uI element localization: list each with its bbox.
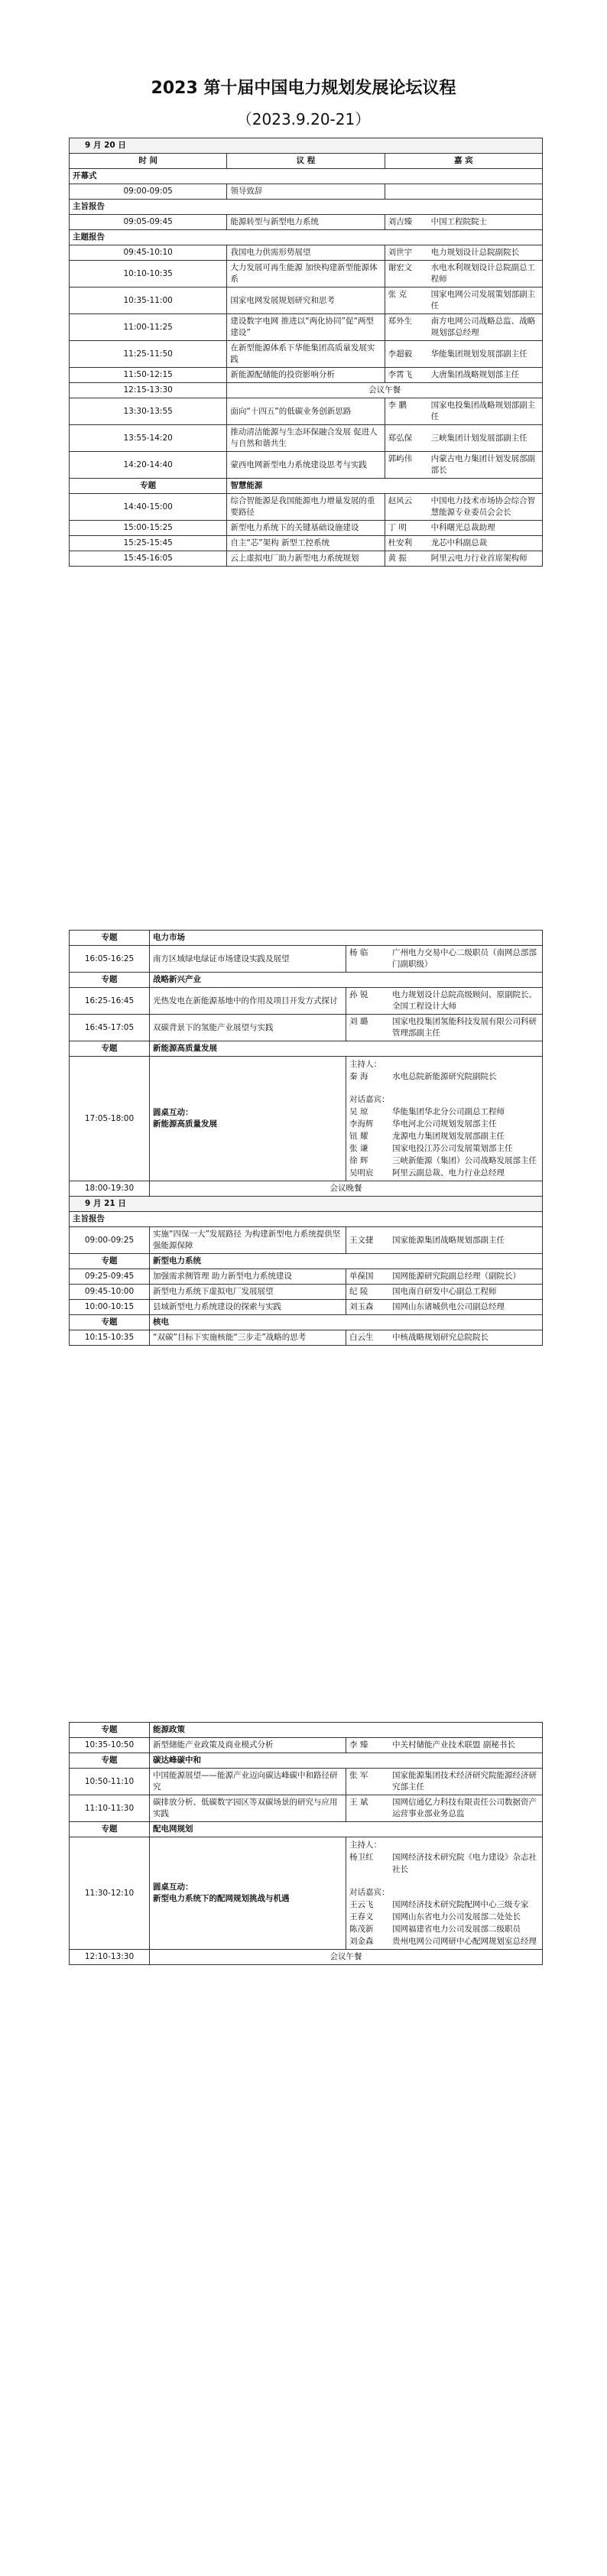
section-label: 开幕式	[70, 169, 543, 184]
speaker-affiliation: 大唐集团战略规划部主任	[430, 370, 520, 379]
speaker-name: 单葆国	[349, 1272, 374, 1281]
speaker-affiliation: 水电水利规划设计总院副总工程师	[430, 263, 536, 284]
speaker-affiliation: 阿里云电力行业首席架构师	[430, 554, 527, 563]
speaker-name: 郑弘保	[388, 433, 413, 443]
speaker-affiliation: 中国工程院院士	[430, 217, 488, 226]
section-label: 专题	[70, 1753, 150, 1769]
section-header	[70, 1212, 543, 1227]
time-cell: 15:25-15:45	[70, 536, 227, 551]
agenda-row	[70, 946, 543, 973]
section-label: 专题	[70, 973, 150, 988]
topic-section-header	[70, 1723, 543, 1738]
speaker-affiliation: 电力规划设计总院副院长	[430, 248, 520, 257]
agenda-row	[70, 494, 543, 521]
topic-cell: 大力发展可再生能源 加快构建新型能源体系	[227, 261, 385, 287]
time-cell: 09:00-09:05	[70, 184, 227, 200]
time-cell: 09:05-09:45	[70, 215, 227, 230]
section-label: 专题	[70, 479, 227, 494]
speaker-name: 刘玉森	[349, 1302, 374, 1311]
time-cell: 11:50-12:15	[70, 368, 227, 383]
topic-cell: 在新型能源体系下华能集团高质量发展实践	[227, 341, 385, 368]
roundtable-label: 圆桌互动：	[153, 1882, 193, 1892]
agenda-row	[70, 521, 543, 536]
guest-cell	[385, 494, 542, 521]
time-cell: 10:00-10:15	[70, 1300, 150, 1315]
agenda-row	[70, 1738, 543, 1753]
speaker	[349, 1106, 539, 1118]
speaker-affiliation: 广州电力交易中心二级职员（南网总部部门副职级）	[392, 948, 537, 969]
guest-cell	[346, 1015, 543, 1041]
speaker-name: 刘金森	[349, 1937, 374, 1946]
speaker-affiliation: 国网信通亿力科技有限责任公司数据资产运营事业部业务总监	[392, 1798, 537, 1818]
agenda-row	[70, 425, 543, 452]
section-label: 主旨报告	[70, 1212, 543, 1227]
speaker-affiliation: 内蒙古电力集团计划发展部副部长	[430, 454, 536, 475]
speaker-name: 秦 海	[349, 1072, 368, 1081]
topic-cell: 碳排放分析、低碳数字园区等双碳场景的研究与应用实践	[150, 1795, 346, 1822]
speaker-name: 纪 陵	[349, 1287, 368, 1296]
agenda-row	[70, 398, 543, 425]
time-cell: 13:55-14:20	[70, 425, 227, 452]
time-cell: 16:25-16:45	[70, 988, 150, 1015]
speaker-name: 黄 振	[388, 554, 407, 563]
agenda-row	[70, 215, 543, 230]
speaker-name: 钮 耀	[349, 1132, 368, 1141]
guest-cell	[385, 521, 542, 536]
agenda-row	[70, 1015, 543, 1041]
speaker-affiliation: 龙源电力集团规划发展部副主任	[392, 1132, 505, 1141]
time-cell: 12:15-13:30	[70, 383, 227, 398]
agenda-row	[70, 184, 543, 200]
section-header	[70, 169, 543, 184]
roundtable-row	[70, 1057, 543, 1181]
speaker	[349, 1118, 539, 1130]
day-header	[70, 1197, 543, 1212]
roundtable-participants	[346, 1837, 543, 1950]
guest-cell	[385, 368, 542, 383]
speaker-name: 王春义	[349, 1912, 374, 1921]
speaker	[349, 1271, 539, 1282]
speaker-name: 杨卫红	[349, 1853, 374, 1862]
guest-cell	[346, 988, 543, 1015]
guest-cell	[385, 425, 542, 452]
speaker-name: 张 克	[388, 290, 407, 299]
topic-cell: 新型电力系统下虚拟电厂发展展望	[150, 1285, 346, 1300]
section-name: 核电	[150, 1315, 543, 1330]
speaker	[388, 369, 539, 381]
speaker	[388, 495, 539, 518]
topic-cell: 县域新型电力系统建设的探索与实践	[150, 1300, 346, 1315]
speaker-name: 丁 明	[388, 523, 407, 532]
time-cell: 13:30-13:55	[70, 398, 227, 425]
agenda-row	[70, 341, 543, 368]
speaker	[349, 1167, 539, 1179]
speaker-name: 吴明宸	[349, 1168, 374, 1178]
section-name: 新型电力系统	[150, 1254, 543, 1269]
time-cell: 14:40-15:00	[70, 494, 227, 521]
time-cell: 09:25-09:45	[70, 1269, 150, 1285]
speaker	[388, 289, 539, 312]
day-header	[70, 138, 543, 154]
topic-cell: 加强需求侧管理 助力新型电力系统建设	[150, 1269, 346, 1285]
section-name: 新能源高质量发展	[150, 1041, 543, 1057]
meal-row	[70, 1181, 543, 1197]
topic-cell: 建设数字电网 推进以“两化协同”促“两型建设”	[227, 314, 385, 341]
spacer	[349, 1083, 539, 1093]
section-name: 电力市场	[150, 931, 543, 946]
speaker-name: 李海辉	[349, 1119, 374, 1129]
meal-label: 会议晚餐	[150, 1181, 543, 1197]
speaker	[388, 262, 539, 285]
section-label: 专题	[70, 1822, 150, 1837]
section-label: 专题	[70, 1254, 150, 1269]
speaker	[349, 1935, 539, 1947]
topic-cell: 推动清洁能源与生态环保融合发展 促进人与自然和谐共生	[227, 425, 385, 452]
topic-cell: 云上虚拟电厂助力新型电力系统规划	[227, 551, 385, 567]
agenda-row	[70, 1227, 543, 1254]
speaker-name: 白云生	[349, 1333, 374, 1342]
speaker-affiliation: 国网经济技术研究院《电力建设》杂志社社长	[392, 1853, 537, 1874]
guest-cell	[346, 1285, 543, 1300]
time-cell: 10:35-11:00	[70, 287, 227, 314]
guest-cell	[385, 287, 542, 314]
agenda-row	[70, 536, 543, 551]
topic-section-header	[70, 1822, 543, 1837]
topic-section-header	[70, 1041, 543, 1057]
guest-cell	[346, 1269, 543, 1285]
speaker	[349, 1130, 539, 1142]
speaker-affiliation: 国电南自研发中心副总工程师	[392, 1287, 497, 1296]
speaker	[388, 400, 539, 423]
guests-label: 对话嘉宾：	[349, 1888, 390, 1897]
topic-cell: 实施“四保一大”发展路径 为构建新型电力系统提供坚强能源保障	[150, 1227, 346, 1254]
speaker	[349, 1235, 539, 1246]
time-cell: 17:05-18:00	[70, 1057, 150, 1181]
speaker-name: 谢宏文	[388, 263, 413, 272]
speaker	[349, 1301, 539, 1313]
time-cell: 16:45-17:05	[70, 1015, 150, 1041]
speaker-name: 刘世宇	[388, 248, 413, 257]
speaker	[349, 1155, 539, 1167]
time-cell: 18:00-19:30	[70, 1181, 150, 1197]
section-name: 战略新兴产业	[150, 973, 543, 988]
speaker-name: 孙 锐	[349, 990, 368, 999]
agenda-row	[70, 368, 543, 383]
speaker-name: 张 军	[349, 1771, 368, 1780]
roundtable-participants	[346, 1057, 543, 1181]
speaker-name: 徐 辉	[349, 1156, 368, 1165]
agenda-row	[70, 1285, 543, 1300]
speaker	[349, 947, 539, 970]
guest-cell	[385, 341, 542, 368]
speaker-affiliation: 国网福建省电力公司发展部二级职员	[392, 1925, 521, 1934]
topic-cell: 综合智能源是我国能源电力增量发展的重要路径	[227, 494, 385, 521]
speaker-affiliation: 三峡新能源（集团）公司战略发展部主任	[392, 1156, 537, 1165]
topic-cell: 自主“芯”架构 新型工控系统	[227, 536, 385, 551]
topic-cell: 蒙西电网新型电力系统建设思考与实践	[227, 452, 385, 479]
agenda-row	[70, 261, 543, 287]
speaker	[349, 1016, 539, 1039]
speaker-affiliation: 国家电网公司发展策划部副主任	[430, 290, 536, 310]
agenda-row	[70, 245, 543, 261]
time-cell: 09:00-09:25	[70, 1227, 150, 1254]
speaker-affiliation: 华能集团规划发展部副主任	[430, 349, 527, 359]
roundtable-subject: 新型电力系统下的配网规划挑战与机遇	[153, 1894, 290, 1903]
speaker	[388, 433, 539, 444]
speaker	[388, 453, 539, 476]
time-cell: 10:35-10:50	[70, 1738, 150, 1753]
section-label: 专题	[70, 1315, 150, 1330]
section-name: 智慧能源	[227, 479, 543, 494]
speaker-affiliation: 中科曙光总裁助理	[430, 523, 495, 532]
section-label: 主旨报告	[70, 200, 543, 215]
meal-row	[70, 1950, 543, 1965]
speaker-affiliation: 阿里云副总裁、电力行业总经理	[392, 1168, 505, 1178]
speaker-affiliation: 三峡集团计划发展部副主任	[430, 433, 527, 443]
time-cell: 16:05-16:25	[70, 946, 150, 973]
time-cell: 15:00-15:25	[70, 521, 227, 536]
meal-label: 会议午餐	[227, 383, 543, 398]
topic-section-header	[70, 1254, 543, 1269]
speaker	[388, 522, 539, 534]
topic-cell: 能源转型与新型电力系统	[227, 215, 385, 230]
time-cell: 11:25-11:50	[70, 341, 227, 368]
speaker-affiliation: 贵州电网公司网研中心配网规划室总经理	[392, 1937, 537, 1946]
topic-cell: “双碳”目标下实施核能“三步走”战略的思考	[150, 1330, 346, 1346]
topic-cell: 光热发电在新能源基地中的作用及项目开发方式探讨	[150, 988, 346, 1015]
header-topic: 议 程	[227, 154, 385, 169]
agenda-row	[70, 1330, 543, 1346]
speaker	[388, 538, 539, 549]
speaker-affiliation: 国家能源集团战略规划部副主任	[392, 1235, 505, 1245]
roundtable-subject: 新能源高质量发展	[153, 1119, 217, 1129]
time-cell: 12:10-13:30	[70, 1950, 150, 1965]
speaker	[388, 316, 539, 339]
section-header	[70, 230, 543, 245]
speaker	[388, 349, 539, 360]
speaker	[388, 247, 539, 258]
topic-section-header	[70, 973, 543, 988]
speaker-name: 赵风云	[388, 496, 413, 505]
speaker-name: 李 鹏	[388, 401, 407, 410]
speaker-name: 李超毅	[388, 349, 413, 359]
header-time: 时 间	[70, 154, 227, 169]
speaker-affiliation: 华电河北公司规划发展部主任	[392, 1119, 497, 1129]
speaker-affiliation: 南方电网公司战略总监、战略规划部总经理	[430, 317, 536, 337]
host-label: 主持人：	[349, 1840, 381, 1850]
speaker-affiliation: 国家电投集团氢能科技发展有限公司科研管理部副主任	[392, 1017, 537, 1038]
agenda-row	[70, 452, 543, 479]
speaker	[349, 1142, 539, 1155]
speaker-name: 王云飞	[349, 1900, 374, 1909]
roundtable-row	[70, 1837, 543, 1950]
speaker-affiliation: 中核战略规划研究总院院长	[392, 1333, 489, 1342]
agenda-row	[70, 314, 543, 341]
speaker	[349, 1899, 539, 1911]
speaker-affiliation: 国家电投集团战略规划部副主任	[430, 401, 536, 421]
guest-cell	[385, 215, 542, 230]
guest-cell	[346, 1738, 543, 1753]
time-cell: 09:45-10:10	[70, 245, 227, 261]
speaker-name: 郭屿伟	[388, 454, 413, 463]
speaker-affiliation: 龙芯中科副总裁	[430, 538, 488, 547]
day-label: 9 月 21 日	[70, 1197, 543, 1212]
topic-section-header	[70, 931, 543, 946]
host-label: 主持人：	[349, 1060, 381, 1069]
section-name: 碳达峰碳中和	[150, 1753, 543, 1769]
guest-cell	[346, 1795, 543, 1822]
roundtable-topic	[150, 1837, 346, 1950]
speaker	[349, 1797, 539, 1820]
topic-cell: 双碳背景下的氢能产业展望与实践	[150, 1015, 346, 1041]
time-cell: 14:20-14:40	[70, 452, 227, 479]
speaker-affiliation: 国网山东诸城供电公司副总经理	[392, 1302, 505, 1311]
agenda-row	[70, 988, 543, 1015]
guest-cell	[385, 452, 542, 479]
time-cell: 15:45-16:05	[70, 551, 227, 567]
speaker-name: 杨 临	[349, 948, 368, 957]
page-subtitle: （2023.9.20-21）	[236, 110, 371, 128]
section-label: 专题	[70, 1041, 150, 1057]
speaker	[388, 216, 539, 228]
roundtable-topic	[150, 1057, 346, 1181]
guest-cell	[385, 314, 542, 341]
guest-cell	[385, 184, 542, 200]
speaker	[349, 1923, 539, 1935]
page-title: 2023 第十届中国电力规划发展论坛议程	[151, 79, 456, 98]
guest-cell	[346, 1769, 543, 1795]
guest-cell	[346, 1300, 543, 1315]
schedule-table-page-1	[69, 138, 543, 567]
speaker-name: 刘 璐	[349, 1017, 368, 1026]
spacer	[349, 1876, 539, 1886]
speaker	[349, 1286, 539, 1298]
speaker	[349, 1911, 539, 1923]
topic-section-header	[70, 1315, 543, 1330]
agenda-row	[70, 1795, 543, 1822]
guest-cell	[346, 1330, 543, 1346]
topic-cell: 新型储能产业政策及商业模式分析	[150, 1738, 346, 1753]
agenda-row	[70, 551, 543, 567]
speaker-name: 吴 琼	[349, 1107, 368, 1116]
section-label: 主题报告	[70, 230, 543, 245]
roundtable-label: 圆桌互动：	[153, 1108, 193, 1117]
speaker-affiliation: 水电总院新能源研究院副院长	[392, 1072, 497, 1081]
speaker-name: 陈茂新	[349, 1925, 374, 1934]
speaker-affiliation: 国网经济技术研究院配网中心三级专家	[392, 1900, 529, 1909]
time-cell: 10:50-11:10	[70, 1769, 150, 1795]
speaker-affiliation: 国家电投江苏公司发展策划部主任	[392, 1144, 513, 1153]
speaker	[349, 989, 539, 1012]
topic-cell: 南方区域绿电绿证市场建设实践及展望	[150, 946, 346, 973]
guests-label: 对话嘉宾：	[349, 1095, 390, 1104]
speaker-name: 郑外生	[388, 317, 413, 326]
speaker-name: 王 斌	[349, 1798, 368, 1807]
guest-cell	[385, 536, 542, 551]
speaker	[349, 1740, 539, 1751]
speaker-affiliation: 国家能源集团技术经济研究院能源经济研究部主任	[392, 1771, 537, 1792]
topic-cell: 面向“十四五”的低碳业务创新思路	[227, 398, 385, 425]
time-cell: 09:45-10:00	[70, 1285, 150, 1300]
guest-cell	[346, 946, 543, 973]
speaker-affiliation: 中关村储能产业技术联盟 副秘书长	[392, 1740, 515, 1749]
speaker-affiliation: 华能集团华北分公司副总工程师	[392, 1107, 505, 1116]
section-name: 能源政策	[150, 1723, 543, 1738]
speaker-name: 杜安利	[388, 538, 413, 547]
speaker	[349, 1770, 539, 1793]
topic-cell: 领导致辞	[227, 184, 385, 200]
column-headers	[70, 154, 543, 169]
guest-cell	[385, 261, 542, 287]
meal-label: 会议午餐	[150, 1950, 543, 1965]
topic-cell: 新型电力系统下的关键基础设施建设	[227, 521, 385, 536]
speaker-affiliation: 国网能源研究院副总经理（副院长）	[392, 1272, 521, 1281]
section-label: 专题	[70, 931, 150, 946]
time-cell: 11:10-11:30	[70, 1795, 150, 1822]
schedule-table-page-2	[69, 930, 543, 1346]
guest-cell	[385, 551, 542, 567]
speaker	[349, 1332, 539, 1343]
guest-cell	[346, 1227, 543, 1254]
agenda-row	[70, 1300, 543, 1315]
agenda-row	[70, 287, 543, 314]
schedule-table-page-3	[69, 1722, 543, 1965]
section-header	[70, 200, 543, 215]
section-label: 专题	[70, 1723, 150, 1738]
guest-cell	[385, 245, 542, 261]
speaker-affiliation: 国网山东省电力公司发展部二处处长	[392, 1912, 521, 1921]
time-cell: 10:15-10:35	[70, 1330, 150, 1346]
topic-cell: 我国电力供需形势展望	[227, 245, 385, 261]
topic-cell: 新能源配储能的投资影响分析	[227, 368, 385, 383]
day-label: 9 月 20 日	[70, 138, 543, 154]
speaker-name: 张 谦	[349, 1144, 368, 1153]
time-cell: 10:10-10:35	[70, 261, 227, 287]
speaker-name: 刘吉臻	[388, 217, 413, 226]
time-cell: 11:30-12:10	[70, 1837, 150, 1950]
topic-section-header	[70, 1753, 543, 1769]
speaker-name: 王文捷	[349, 1235, 374, 1245]
speaker	[349, 1070, 539, 1083]
speaker	[388, 553, 539, 564]
agenda-row	[70, 1769, 543, 1795]
section-name: 配电网规划	[150, 1822, 543, 1837]
topic-cell: 中国能源展望——能源产业迈向碳达峰碳中和路径研究	[150, 1769, 346, 1795]
time-cell: 11:00-11:25	[70, 314, 227, 341]
meal-row	[70, 383, 543, 398]
speaker-affiliation: 电力规划设计总院高级顾问、原副院长、全国工程设计大师	[392, 990, 537, 1011]
speaker-name: 李 臻	[349, 1740, 368, 1749]
speaker-name: 李霄飞	[388, 370, 413, 379]
agenda-row	[70, 1269, 543, 1285]
speaker	[349, 1851, 539, 1876]
header-guest: 嘉 宾	[385, 154, 542, 169]
guest-cell	[385, 398, 542, 425]
topic-cell: 国家电网发展规划研究和思考	[227, 287, 385, 314]
topic-section-header	[70, 479, 543, 494]
speaker-affiliation: 中国电力技术市场协会综合智慧能源专业委员会会长	[430, 496, 536, 517]
